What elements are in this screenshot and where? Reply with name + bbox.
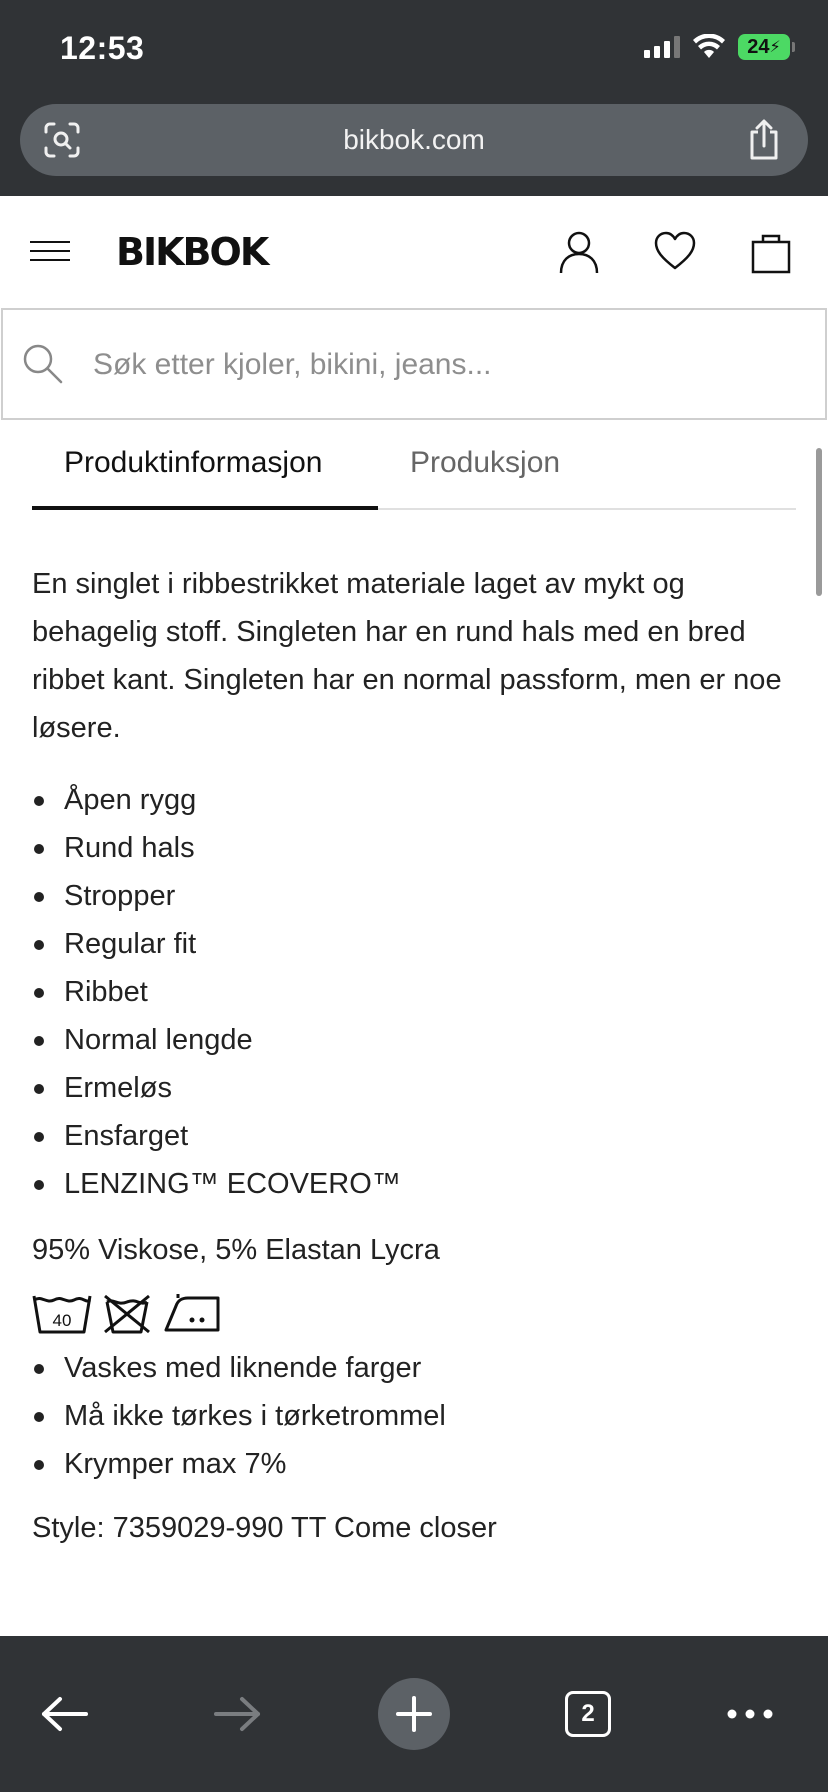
search-bar[interactable]: [1, 308, 827, 420]
tab-produksjon[interactable]: Produksjon: [410, 446, 561, 479]
product-details: [32, 560, 796, 1552]
wishlist-heart-icon[interactable]: [654, 230, 696, 274]
battery-icon: 24 ⚡: [738, 34, 790, 60]
new-tab-button[interactable]: [378, 1678, 450, 1750]
search-input[interactable]: [93, 340, 793, 390]
forward-button[interactable]: [206, 1678, 270, 1750]
site-header: [0, 196, 828, 308]
material-composition: 95% Viskose, 5% Elastan Lycra: [32, 1234, 440, 1266]
share-icon[interactable]: [744, 118, 784, 162]
list-item: LENZING™ ECOVERO™: [32, 1160, 796, 1208]
tab-produktinformasjon[interactable]: Produktinformasjon: [64, 446, 323, 479]
wash-temperature-label: 40: [52, 1311, 72, 1330]
account-icon[interactable]: [558, 230, 600, 274]
list-item: Ermeløs: [32, 1064, 796, 1112]
no-tumble-dry-icon: [102, 1292, 152, 1334]
search-icon: [21, 342, 65, 386]
back-button[interactable]: [32, 1678, 96, 1750]
feature-list: [32, 776, 796, 1208]
browser-address-area: [0, 100, 828, 196]
arrow-left-icon: [40, 1696, 88, 1732]
product-info-tabs: [32, 420, 796, 510]
scrollbar-thumb[interactable]: [816, 448, 822, 596]
care-symbols: [32, 1290, 796, 1336]
url-text[interactable]: bikbok.com: [343, 124, 485, 155]
cellular-signal-icon: [644, 36, 680, 58]
arrow-right-icon: [214, 1696, 262, 1732]
more-options-button[interactable]: [718, 1678, 782, 1750]
status-time: 12:53: [60, 30, 145, 66]
list-item: Ribbet: [32, 968, 796, 1016]
status-bar: [0, 0, 828, 100]
hamburger-menu-icon[interactable]: [30, 240, 70, 262]
active-tab-indicator: [32, 506, 378, 510]
battery-level: 24: [747, 35, 770, 58]
list-item: Vaskes med liknende farger: [32, 1344, 796, 1392]
more-dots-icon: [726, 1708, 774, 1720]
list-item: Krymper max 7%: [32, 1440, 796, 1488]
care-instructions-list: [32, 1344, 796, 1488]
plus-icon: [396, 1696, 432, 1732]
wash-40-icon: [32, 1292, 92, 1334]
style-number: Style: 7359029-990 TT Come closer: [32, 1512, 497, 1544]
bikbok-logo[interactable]: BIKBOK: [116, 230, 268, 274]
iron-medium-icon: [162, 1292, 224, 1334]
tab-count: 2: [565, 1691, 611, 1737]
list-item: Stropper: [32, 872, 796, 920]
list-item: Må ikke tørkes i tørketrommel: [32, 1392, 796, 1440]
list-item: Regular fit: [32, 920, 796, 968]
product-description: En singlet i ribbestrikket materiale laget av mykt og behagelig stoff. Singleten har en rund hals med en bred ribbet kant. Singleten har en normal passform, men er noe løsere.: [32, 568, 782, 744]
list-item: Åpen rygg: [32, 776, 796, 824]
list-item: Normal lengde: [32, 1016, 796, 1064]
wifi-icon: [692, 34, 726, 60]
address-bar[interactable]: [20, 104, 808, 176]
tab-switcher-button[interactable]: [556, 1678, 620, 1750]
status-icons: [644, 34, 790, 60]
browser-toolbar: [0, 1636, 828, 1792]
list-item: Rund hals: [32, 824, 796, 872]
shopping-bag-icon[interactable]: [750, 230, 792, 274]
list-item: Ensfarget: [32, 1112, 796, 1160]
